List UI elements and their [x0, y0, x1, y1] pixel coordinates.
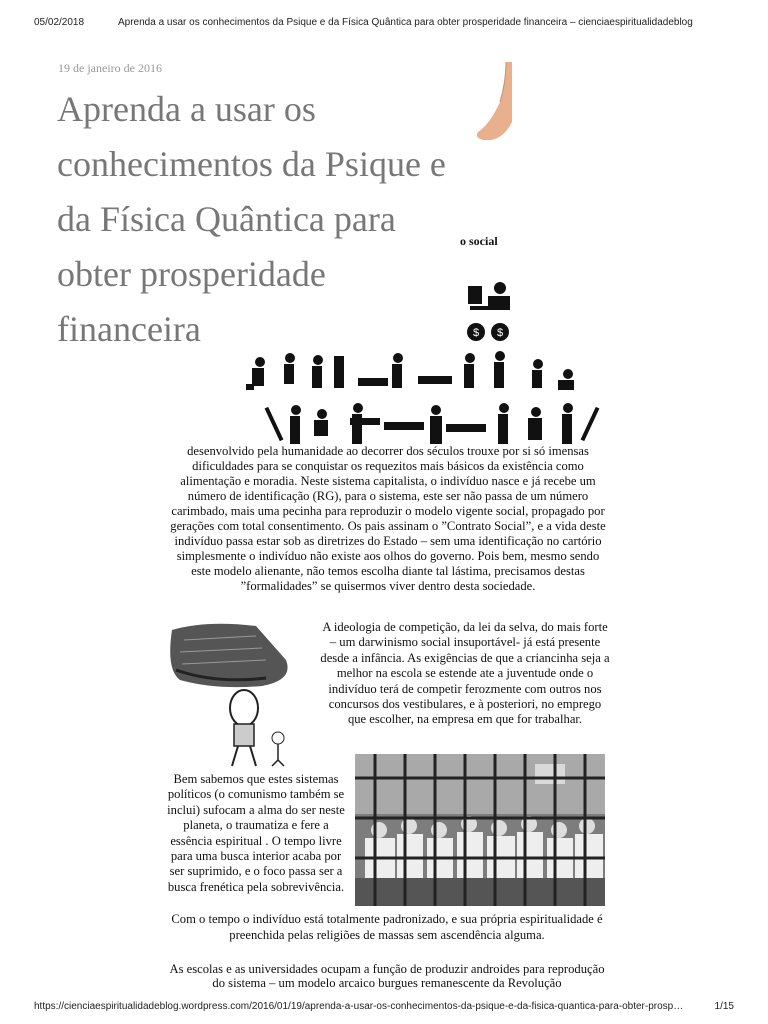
infographic-text-fragment: o social — [460, 234, 498, 248]
infographic-emblems — [462, 276, 522, 346]
post-date: 19 de janeiro de 2016 — [58, 61, 162, 75]
page-number: 1/15 — [714, 1001, 734, 1012]
print-footer — [0, 994, 768, 1024]
paragraph-competition: A ideologia de competição, da lei da selva, do mais forte – um darwinismo social insuportável- já está presente desde a infância. As exigências de que a criancinha seja a melhor na escola se estende ate a juventude onde o indivíduo terá de competir ferozmente com outros nos concursos dos vestibulares, e à posteriori, no emprego que escolher, na empresa em que for trabalhar. — [320, 620, 610, 727]
post-title: Aprenda a usar os conhecimentos da Psique e da Física Quântica para obter prosperidade financeira — [57, 89, 446, 349]
hand-image — [472, 62, 512, 142]
prison-crowd-photo — [355, 754, 605, 906]
svg-text:$: $ — [472, 327, 480, 339]
paragraph-standardized: Com o tempo o indivíduo está totalmente padronizado, e sua própria espiritualidade é preenchida pelas religiões de massas sem ascendência alguma. — [171, 912, 603, 942]
paragraph-political-systems: Bem sabemos que estes sistemas políticos (o comunismo também se inclui) sufocam a alma do ser neste planeta, o traumatiza e fere a essência espiritual . O tempo livre para uma busca interior acaba por ser suprimido, e o foco passa ser a busca frenética pela sobrevivência. — [167, 772, 345, 894]
svg-text:$: $ — [496, 327, 504, 339]
boot-stomping-person-illustration — [166, 620, 316, 770]
paragraph-intro: desenvolvido pela humanidade ao decorrer dos séculos trouxe por si só imensas dificuldades para se conquistar os requezitos mais básicos da existência como alimentação e moradia. Neste sistema capitalista, o indivíduo nasce e já recebe um número de identificação (RG), para o sistema, este ser não passa de um número carimbado, mais uma pecinha para reproduzir o modelo vigente social, propagado por gerações com total consentimento. Os pais assinam o ”Contrato Social”, e a vida deste indivíduo passa estar sob as diretrizes do Estado – sem uma identificação no cartório simplesmente o indivíduo não existe aos olhos do governo. Pois bem, mesmo sendo este modelo alienante, não temos escolha diante tal lástima, precisamos destas ”formalidades” se quisermos viver dentro desta sociedade. — [170, 444, 606, 593]
pictogram-crowd-illustration — [238, 348, 608, 448]
print-page-title: Aprenda a usar os conhecimentos da Psique e da Física Quântica para obter prosperidade financeira – cienciaespiritualidadeblog — [118, 17, 693, 28]
print-url: https://cienciaespiritualidadeblog.wordpress.com/2016/01/19/aprenda-a-usar-os-conhecimentos-da-psique-e-da-fisica-quantica-para-obter-prosp… — [34, 1001, 684, 1012]
paragraph-schools: As escolas e as universidades ocupam a função de produzir androides para reprodução do sistema – um modelo arcaico burgues remanescente da Revolução — [169, 962, 605, 990]
print-date: 05/02/2018 — [34, 17, 85, 28]
print-header — [0, 0, 768, 38]
